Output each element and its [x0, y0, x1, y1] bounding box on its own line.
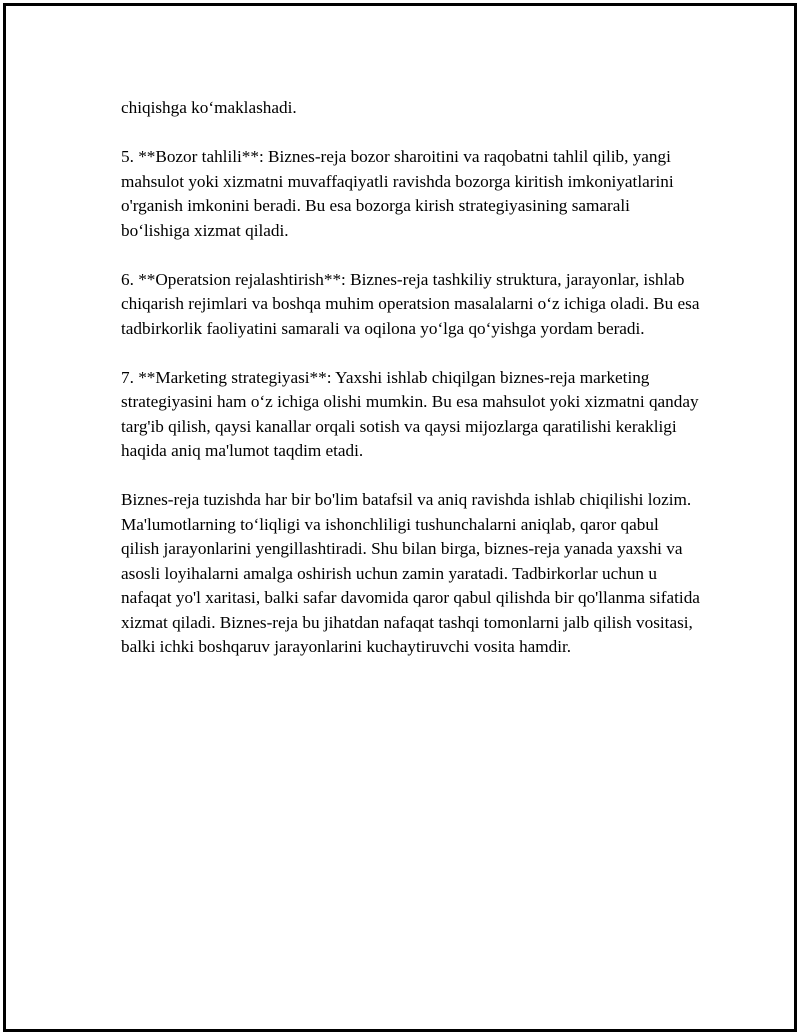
page-border [3, 3, 797, 1032]
paragraph-continuation: chiqishga ko‘maklashadi. [121, 98, 297, 117]
paragraph-conclusion: Biznes-reja tuzishda har bir bo'lim batafsil va aniq ravishda ishlab chiqilishi lozim. Ma'lumotlarning to‘liqligi va ishonchliligi tushunchalarni aniqlab, qaror qabul qilish jarayonlarini yengillashtiradi. Shu bilan birga, biznes-reja yanada yaxshi va asosli loyihalarni amalga oshirish uchun zamin yaratadi. Tadbirkorlar uchun u nafaqat yo'l xaritasi, balki safar davomida qaror qabul qilishda bir qo'llanma sifatida xizmat qiladi. Biznes-reja bu jihatdan nafaqat tashqi tomonlarni jalb qilish vositasi, balki ichki boshqaruv jarayonlarini kuchaytiruvchi vosita hamdir. [121, 490, 700, 656]
paragraph-marketing-strategiyasi: 7. **Marketing strategiyasi**: Yaxshi ishlab chiqilgan biznes-reja marketing strategiyasini ham o‘z ichiga olishi mumkin. Bu esa mahsulot yoki xizmatni qanday targ'ib qilish, qaysi kanallar orqali sotish va qaysi mijozlarga qaratilishi kerakligi haqida aniq ma'lumot taqdim etadi. [121, 367, 699, 460]
paragraph-operatsion-rejalashtirish: 6. **Operatsion rejalashtirish**: Biznes-reja tashkiliy struktura, jarayonlar, ishlab chiqarish rejimlari va boshqa muhim operatsion masalalarni o‘z ichiga oladi. Bu esa tadbirkorlik faoliyatini samarali va oqilona yo‘lga qo‘yishga yordam beradi. [121, 269, 700, 338]
paragraph-bozor-tahlili: 5. **Bozor tahlili**: Biznes-reja bozor sharoitini va raqobatni tahlil qilib, yangi mahsulot yoki xizmatni muvaffaqiyatli ravishda bozorga kiritish imkoniyatlarini o'rganish imkonini beradi. Bu esa bozorga kirish strategiyasining samarali bo‘lishiga xizmat qiladi. [121, 147, 674, 240]
document-body [121, 96, 701, 684]
